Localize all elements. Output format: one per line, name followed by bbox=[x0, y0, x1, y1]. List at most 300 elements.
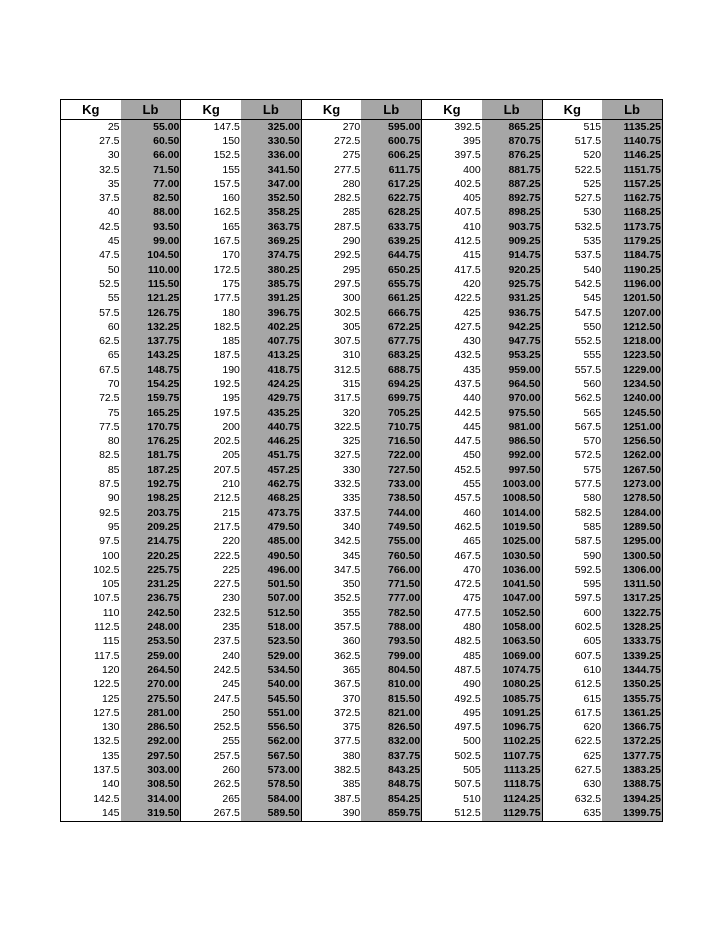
kg-cell: 557.5 bbox=[542, 363, 602, 377]
kg-cell: 167.5 bbox=[181, 234, 241, 248]
lb-cell: 1080.25 bbox=[482, 678, 542, 692]
kg-cell: 297.5 bbox=[301, 277, 361, 291]
lb-cell: 600.75 bbox=[361, 134, 421, 148]
kg-cell: 87.5 bbox=[99, 478, 120, 491]
lb-cell: 303.00 bbox=[121, 763, 181, 777]
kg-cell: 170 bbox=[181, 249, 241, 263]
table-row bbox=[61, 735, 663, 749]
lb-cell: 242.50 bbox=[121, 606, 181, 620]
kg-cell: 610 bbox=[542, 663, 602, 677]
lb-cell: 1146.25 bbox=[602, 149, 662, 163]
kg-cell: 327.5 bbox=[301, 449, 361, 463]
lb-cell: 440.75 bbox=[241, 420, 301, 434]
kg-cell: 370 bbox=[301, 692, 361, 706]
kg-cell: 230 bbox=[181, 592, 241, 606]
table-row bbox=[61, 149, 663, 163]
table-header-row bbox=[61, 100, 663, 120]
kg-cell: 180 bbox=[181, 306, 241, 320]
kg-cell: 442.5 bbox=[422, 406, 482, 420]
kg-cell: 347.5 bbox=[301, 563, 361, 577]
kg-cell: 187.5 bbox=[181, 349, 241, 363]
table-row bbox=[61, 263, 663, 277]
kg-cell: 350 bbox=[301, 578, 361, 592]
lb-cell: 1129.75 bbox=[482, 806, 542, 821]
kg-cell: 550 bbox=[542, 320, 602, 334]
kg-cell: 357.5 bbox=[301, 620, 361, 634]
lb-cell: 341.50 bbox=[241, 163, 301, 177]
kg-cell: 460 bbox=[422, 506, 482, 520]
kg-cell: 205 bbox=[181, 449, 241, 463]
kg-cell: 440 bbox=[422, 392, 482, 406]
kg-cell: 145 bbox=[101, 806, 120, 819]
lb-cell: 259.00 bbox=[121, 649, 181, 663]
lb-cell: 1273.00 bbox=[602, 477, 662, 491]
lb-cell: 248.00 bbox=[121, 620, 181, 634]
kg-cell: 617.5 bbox=[542, 706, 602, 720]
lb-cell: 556.50 bbox=[241, 720, 301, 734]
kg-cell: 90 bbox=[107, 492, 120, 505]
table-row bbox=[61, 134, 663, 148]
kg-cell: 165 bbox=[181, 220, 241, 234]
kg-cell: 490 bbox=[422, 678, 482, 692]
kg-cell: 55 bbox=[107, 292, 120, 305]
kg-cell: 67.5 bbox=[99, 363, 120, 376]
lb-cell: 1036.00 bbox=[482, 563, 542, 577]
kg-cell: 635 bbox=[542, 806, 602, 821]
kg-cell: 375 bbox=[301, 720, 361, 734]
lb-cell: 1212.50 bbox=[602, 320, 662, 334]
lb-cell: 485.00 bbox=[241, 535, 301, 549]
kg-cell: 52.5 bbox=[99, 277, 120, 290]
lb-cell: 429.75 bbox=[241, 392, 301, 406]
kg-cell: 535 bbox=[542, 234, 602, 248]
table-row bbox=[61, 334, 663, 348]
kg-cell: 397.5 bbox=[422, 149, 482, 163]
lb-cell: 154.25 bbox=[121, 377, 181, 391]
kg-cell: 427.5 bbox=[422, 320, 482, 334]
lb-cell: 628.25 bbox=[361, 206, 421, 220]
lb-cell: 501.50 bbox=[241, 578, 301, 592]
lb-cell: 606.25 bbox=[361, 149, 421, 163]
kg-cell: 517.5 bbox=[542, 134, 602, 148]
lb-cell: 181.75 bbox=[121, 449, 181, 463]
kg-cell: 580 bbox=[542, 492, 602, 506]
lb-cell: 1267.50 bbox=[602, 463, 662, 477]
table-row bbox=[61, 435, 663, 449]
lb-cell: 992.00 bbox=[482, 449, 542, 463]
kg-cell: 237.5 bbox=[181, 635, 241, 649]
table-row bbox=[61, 349, 663, 363]
kg-cell: 622.5 bbox=[542, 735, 602, 749]
lb-cell: 942.25 bbox=[482, 320, 542, 334]
kg-cell: 272.5 bbox=[301, 134, 361, 148]
kg-cell: 42.5 bbox=[99, 220, 120, 233]
kg-cell: 302.5 bbox=[301, 306, 361, 320]
kg-cell: 470 bbox=[422, 563, 482, 577]
kg-cell: 577.5 bbox=[542, 477, 602, 491]
lb-cell: 104.50 bbox=[121, 249, 181, 263]
kg-cell: 462.5 bbox=[422, 520, 482, 534]
lb-cell: 148.75 bbox=[121, 363, 181, 377]
lb-cell: 810.00 bbox=[361, 678, 421, 692]
kg-cell: 390 bbox=[301, 806, 361, 821]
lb-cell: 1014.00 bbox=[482, 506, 542, 520]
lb-cell: 1135.25 bbox=[602, 120, 662, 135]
lb-cell: 347.00 bbox=[241, 177, 301, 191]
lb-cell: 617.25 bbox=[361, 177, 421, 191]
lb-cell: 589.50 bbox=[241, 806, 301, 821]
kg-cell: 562.5 bbox=[542, 392, 602, 406]
kg-cell: 540 bbox=[542, 263, 602, 277]
lb-cell: 1234.50 bbox=[602, 377, 662, 391]
kg-cell: 482.5 bbox=[422, 635, 482, 649]
lb-cell: 1151.75 bbox=[602, 163, 662, 177]
lb-cell: 1124.25 bbox=[482, 792, 542, 806]
kg-cell: 97.5 bbox=[99, 535, 120, 548]
kg-cell: 332.5 bbox=[301, 477, 361, 491]
kg-cell: 532.5 bbox=[542, 220, 602, 234]
kg-cell: 45 bbox=[107, 235, 120, 248]
lb-cell: 314.00 bbox=[121, 792, 181, 806]
lb-column-header: Lb bbox=[482, 100, 542, 120]
lb-cell: 264.50 bbox=[121, 663, 181, 677]
kg-cell: 307.5 bbox=[301, 334, 361, 348]
kg-cell: 155 bbox=[181, 163, 241, 177]
kg-cell: 600 bbox=[542, 606, 602, 620]
table-row bbox=[61, 778, 663, 792]
kg-cell: 605 bbox=[542, 635, 602, 649]
table-row bbox=[61, 420, 663, 434]
table-row bbox=[61, 449, 663, 463]
kg-cell: 487.5 bbox=[422, 663, 482, 677]
table-row bbox=[61, 206, 663, 220]
kg-cell: 335 bbox=[301, 492, 361, 506]
kg-cell: 182.5 bbox=[181, 320, 241, 334]
lb-cell: 677.75 bbox=[361, 334, 421, 348]
lb-cell: 380.25 bbox=[241, 263, 301, 277]
lb-cell: 93.50 bbox=[121, 220, 181, 234]
table-row bbox=[61, 592, 663, 606]
lb-cell: 424.25 bbox=[241, 377, 301, 391]
lb-cell: 446.25 bbox=[241, 435, 301, 449]
lb-cell: 319.50 bbox=[121, 806, 181, 821]
lb-cell: 666.75 bbox=[361, 306, 421, 320]
kg-cell: 117.5 bbox=[94, 649, 120, 662]
lb-cell: 192.75 bbox=[121, 477, 181, 491]
lb-cell: 457.25 bbox=[241, 463, 301, 477]
lb-cell: 672.25 bbox=[361, 320, 421, 334]
kg-cell: 450 bbox=[422, 449, 482, 463]
lb-cell: 793.50 bbox=[361, 635, 421, 649]
lb-cell: 231.25 bbox=[121, 578, 181, 592]
kg-cell: 70 bbox=[107, 377, 120, 390]
kg-cell: 552.5 bbox=[542, 334, 602, 348]
kg-cell: 295 bbox=[301, 263, 361, 277]
table-row bbox=[61, 549, 663, 563]
lb-cell: 1322.75 bbox=[602, 606, 662, 620]
lb-cell: 369.25 bbox=[241, 234, 301, 248]
table-row bbox=[61, 120, 663, 135]
lb-cell: 881.75 bbox=[482, 163, 542, 177]
lb-cell: 1262.00 bbox=[602, 449, 662, 463]
lb-cell: 1295.00 bbox=[602, 535, 662, 549]
lb-cell: 633.75 bbox=[361, 220, 421, 234]
lb-cell: 644.75 bbox=[361, 249, 421, 263]
lb-cell: 859.75 bbox=[361, 806, 421, 821]
kg-cell: 120 bbox=[101, 663, 120, 676]
lb-cell: 1366.75 bbox=[602, 720, 662, 734]
kg-cell: 420 bbox=[422, 277, 482, 291]
kg-cell: 365 bbox=[301, 663, 361, 677]
kg-cell: 547.5 bbox=[542, 306, 602, 320]
lb-cell: 1025.00 bbox=[482, 535, 542, 549]
lb-cell: 909.25 bbox=[482, 234, 542, 248]
lb-cell: 931.25 bbox=[482, 292, 542, 306]
kg-cell: 267.5 bbox=[181, 806, 241, 821]
kg-cell: 160 bbox=[181, 191, 241, 205]
lb-cell: 110.00 bbox=[121, 263, 181, 277]
kg-cell: 367.5 bbox=[301, 678, 361, 692]
lb-cell: 1074.75 bbox=[482, 663, 542, 677]
lb-column-header: Lb bbox=[602, 100, 662, 120]
kg-cell: 502.5 bbox=[422, 749, 482, 763]
lb-cell: 363.75 bbox=[241, 220, 301, 234]
lb-cell: 253.50 bbox=[121, 635, 181, 649]
lb-cell: 1383.25 bbox=[602, 763, 662, 777]
lb-cell: 1118.75 bbox=[482, 778, 542, 792]
lb-cell: 1008.50 bbox=[482, 492, 542, 506]
lb-cell: 308.50 bbox=[121, 778, 181, 792]
lb-cell: 699.75 bbox=[361, 392, 421, 406]
kg-cell: 612.5 bbox=[542, 678, 602, 692]
lb-cell: 1047.00 bbox=[482, 592, 542, 606]
lb-cell: 914.75 bbox=[482, 249, 542, 263]
lb-cell: 986.50 bbox=[482, 435, 542, 449]
lb-cell: 82.50 bbox=[121, 191, 181, 205]
kg-cell: 137.5 bbox=[93, 764, 120, 776]
lb-cell: 88.00 bbox=[121, 206, 181, 220]
kg-cell: 62.5 bbox=[99, 335, 120, 348]
lb-cell: 1162.75 bbox=[602, 191, 662, 205]
table-row bbox=[61, 678, 663, 692]
lb-cell: 1140.75 bbox=[602, 134, 662, 148]
lb-cell: 1113.25 bbox=[482, 763, 542, 777]
kg-cell: 385 bbox=[301, 778, 361, 792]
lb-cell: 766.00 bbox=[361, 563, 421, 577]
kg-cell: 217.5 bbox=[181, 520, 241, 534]
lb-cell: 523.50 bbox=[241, 635, 301, 649]
lb-cell: 71.50 bbox=[121, 163, 181, 177]
lb-cell: 788.00 bbox=[361, 620, 421, 634]
lb-column-header: Lb bbox=[121, 100, 181, 120]
lb-cell: 573.00 bbox=[241, 763, 301, 777]
kg-cell: 422.5 bbox=[422, 292, 482, 306]
kg-cell: 285 bbox=[301, 206, 361, 220]
lb-cell: 837.75 bbox=[361, 749, 421, 763]
kg-cell: 262.5 bbox=[181, 778, 241, 792]
kg-cell: 142.5 bbox=[93, 792, 120, 805]
kg-cell: 500 bbox=[422, 735, 482, 749]
kg-cell: 260 bbox=[181, 763, 241, 777]
lb-cell: 462.75 bbox=[241, 477, 301, 491]
lb-cell: 358.25 bbox=[241, 206, 301, 220]
table-row bbox=[61, 320, 663, 334]
lb-cell: 330.50 bbox=[241, 134, 301, 148]
kg-cell: 190 bbox=[181, 363, 241, 377]
kg-cell: 290 bbox=[301, 234, 361, 248]
kg-cell: 255 bbox=[181, 735, 241, 749]
lb-cell: 214.75 bbox=[121, 535, 181, 549]
table-row bbox=[61, 806, 663, 821]
kg-cell: 492.5 bbox=[422, 692, 482, 706]
kg-cell: 545 bbox=[542, 292, 602, 306]
kg-cell: 147.5 bbox=[181, 120, 241, 135]
kg-cell: 402.5 bbox=[422, 177, 482, 191]
lb-cell: 60.50 bbox=[121, 134, 181, 148]
table-row bbox=[61, 563, 663, 577]
kg-cell: 472.5 bbox=[422, 578, 482, 592]
kg-cell: 85 bbox=[107, 463, 120, 476]
kg-cell: 345 bbox=[301, 549, 361, 563]
kg-cell: 152.5 bbox=[181, 149, 241, 163]
kg-cell: 602.5 bbox=[542, 620, 602, 634]
lb-cell: 1201.50 bbox=[602, 292, 662, 306]
kg-cell: 195 bbox=[181, 392, 241, 406]
lb-cell: 650.25 bbox=[361, 263, 421, 277]
kg-cell: 157.5 bbox=[181, 177, 241, 191]
lb-cell: 1333.75 bbox=[602, 635, 662, 649]
lb-cell: 1355.75 bbox=[602, 692, 662, 706]
kg-cell: 322.5 bbox=[301, 420, 361, 434]
kg-cell: 32.5 bbox=[99, 163, 120, 176]
kg-cell: 330 bbox=[301, 463, 361, 477]
kg-cell: 592.5 bbox=[542, 563, 602, 577]
kg-cell: 497.5 bbox=[422, 720, 482, 734]
lb-cell: 352.50 bbox=[241, 191, 301, 205]
kg-cell: 582.5 bbox=[542, 506, 602, 520]
kg-cell: 200 bbox=[181, 420, 241, 434]
kg-cell: 135 bbox=[101, 749, 120, 762]
lb-cell: 688.75 bbox=[361, 363, 421, 377]
lb-cell: 1179.25 bbox=[602, 234, 662, 248]
lb-cell: 209.25 bbox=[121, 520, 181, 534]
lb-cell: 1041.50 bbox=[482, 578, 542, 592]
lb-cell: 336.00 bbox=[241, 149, 301, 163]
kg-cell: 382.5 bbox=[301, 763, 361, 777]
kg-cell: 515 bbox=[542, 120, 602, 135]
kg-cell: 627.5 bbox=[542, 763, 602, 777]
lb-cell: 981.00 bbox=[482, 420, 542, 434]
table-row bbox=[61, 363, 663, 377]
lb-cell: 534.50 bbox=[241, 663, 301, 677]
table-row bbox=[61, 191, 663, 205]
lb-cell: 1058.00 bbox=[482, 620, 542, 634]
kg-cell: 620 bbox=[542, 720, 602, 734]
kg-cell: 355 bbox=[301, 606, 361, 620]
lb-cell: 507.00 bbox=[241, 592, 301, 606]
lb-cell: 413.25 bbox=[241, 349, 301, 363]
lb-cell: 854.25 bbox=[361, 792, 421, 806]
lb-cell: 281.00 bbox=[121, 706, 181, 720]
kg-cell: 342.5 bbox=[301, 535, 361, 549]
lb-cell: 1289.50 bbox=[602, 520, 662, 534]
lb-cell: 755.00 bbox=[361, 535, 421, 549]
table-row bbox=[61, 620, 663, 634]
lb-cell: 518.00 bbox=[241, 620, 301, 634]
lb-cell: 870.75 bbox=[482, 134, 542, 148]
lb-cell: 1240.00 bbox=[602, 392, 662, 406]
kg-cell: 57.5 bbox=[99, 306, 120, 319]
lb-cell: 126.75 bbox=[121, 306, 181, 320]
kg-cell: 132.5 bbox=[93, 735, 120, 748]
kg-cell: 340 bbox=[301, 520, 361, 534]
kg-cell: 252.5 bbox=[181, 720, 241, 734]
table-row bbox=[61, 720, 663, 734]
kg-cell: 50 bbox=[107, 263, 120, 276]
kg-cell: 25 bbox=[107, 120, 120, 133]
kg-cell: 505 bbox=[422, 763, 482, 777]
kg-column-header: Kg bbox=[422, 100, 482, 120]
lb-cell: 1168.25 bbox=[602, 206, 662, 220]
kg-cell: 430 bbox=[422, 334, 482, 348]
kg-cell: 140 bbox=[101, 778, 120, 791]
lb-cell: 159.75 bbox=[121, 392, 181, 406]
kg-cell: 457.5 bbox=[422, 492, 482, 506]
lb-cell: 865.25 bbox=[482, 120, 542, 135]
kg-cell: 597.5 bbox=[542, 592, 602, 606]
lb-cell: 716.50 bbox=[361, 435, 421, 449]
kg-column-header: Kg bbox=[181, 100, 241, 120]
lb-cell: 297.50 bbox=[121, 749, 181, 763]
kg-cell: 80 bbox=[107, 435, 120, 448]
kg-cell: 615 bbox=[542, 692, 602, 706]
kg-cell: 227.5 bbox=[181, 578, 241, 592]
kg-cell: 60 bbox=[107, 320, 120, 333]
kg-cell: 587.5 bbox=[542, 535, 602, 549]
lb-cell: 595.00 bbox=[361, 120, 421, 135]
kg-cell: 410 bbox=[422, 220, 482, 234]
kg-cell: 360 bbox=[301, 635, 361, 649]
lb-cell: 479.50 bbox=[241, 520, 301, 534]
kg-cell: 212.5 bbox=[181, 492, 241, 506]
lb-cell: 77.00 bbox=[121, 177, 181, 191]
lb-cell: 545.50 bbox=[241, 692, 301, 706]
lb-cell: 1184.75 bbox=[602, 249, 662, 263]
kg-cell: 82.5 bbox=[99, 449, 120, 462]
lb-cell: 270.00 bbox=[121, 678, 181, 692]
table-row bbox=[61, 306, 663, 320]
kg-cell: 215 bbox=[181, 506, 241, 520]
lb-cell: 198.25 bbox=[121, 492, 181, 506]
kg-cell: 565 bbox=[542, 406, 602, 420]
kg-cell: 37.5 bbox=[99, 192, 120, 205]
lb-cell: 1229.00 bbox=[602, 363, 662, 377]
table-row bbox=[61, 749, 663, 763]
kg-cell: 112.5 bbox=[94, 621, 120, 634]
table-row bbox=[61, 606, 663, 620]
kg-cell: 520 bbox=[542, 149, 602, 163]
kg-cell: 325 bbox=[301, 435, 361, 449]
lb-cell: 1063.50 bbox=[482, 635, 542, 649]
lb-cell: 749.50 bbox=[361, 520, 421, 534]
lb-cell: 66.00 bbox=[121, 149, 181, 163]
lb-cell: 722.00 bbox=[361, 449, 421, 463]
lb-cell: 843.25 bbox=[361, 763, 421, 777]
kg-cell: 377.5 bbox=[301, 735, 361, 749]
lb-cell: 1091.25 bbox=[482, 706, 542, 720]
lb-cell: 1173.75 bbox=[602, 220, 662, 234]
lb-cell: 1157.25 bbox=[602, 177, 662, 191]
